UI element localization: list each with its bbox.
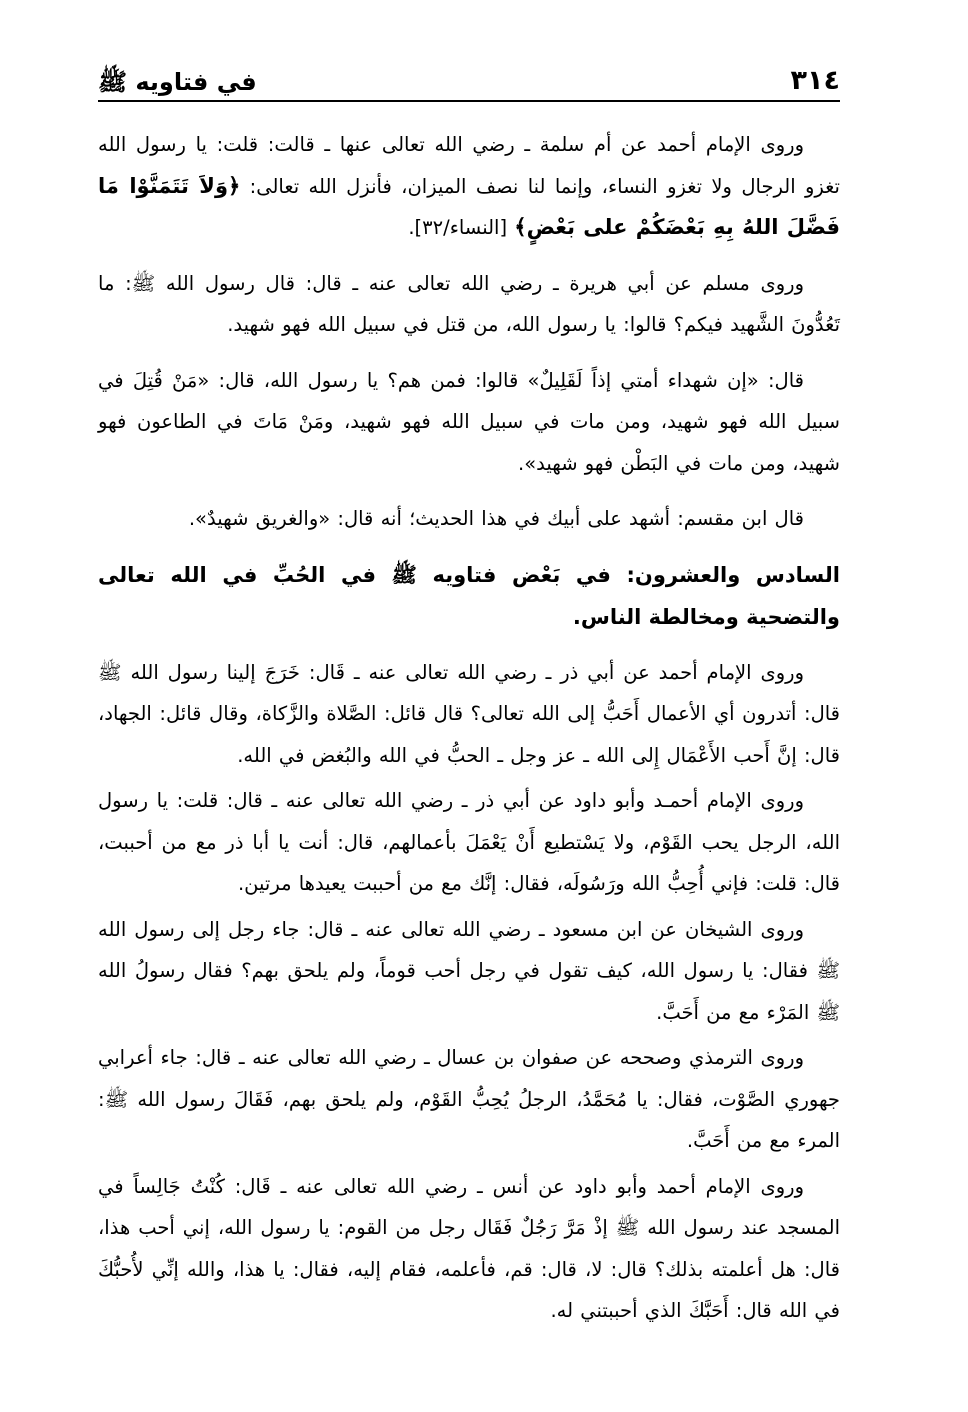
running-title: في فتاويه ﷺ <box>98 68 257 96</box>
paragraph-ibn-masud: وروى الشيخان عن ابن مسعود ـ رضي الله تعالى عنه ـ قال: جاء رجل إلى رسول الله ﷺ فقال: يا رسول الله، كيف تقول في رجل أحب قوماً، ولم يلحق بهم؟ فقال رسولُ الله ﷺ المَرْء مع من أَحَبَّ. <box>98 917 840 1024</box>
page-number: ٣١٤ <box>790 65 840 96</box>
page-body <box>98 124 840 1332</box>
verse-reference: [النساء/٣٢]. <box>408 216 515 239</box>
section-heading: السادس والعشرون: في بَعْض فتاويه ﷺ في الحُبِّ في الله تعالى والتضحية ومخالطة الناس. <box>98 562 840 629</box>
paragraph-text: وروى الإمام أحمد عن أم سلمة ـ رضي الله تعالى عنها ـ قالت: قلت: يا رسول الله تغزو الرجال ولا تغزو النساء، وإنما لنا نصف الميزان، فأنزل الله تعالى: <box>98 133 840 198</box>
paragraph-abu-hurayra: وروى مسلم عن أبي هريرة ـ رضي الله تعالى عنه ـ قال: قال رسول الله ﷺ: ما تَعُدُّونَ الشَّهيد فيكم؟ قالوا: يا رسول الله، من قتل في سبيل الله فهو شهيد. <box>98 271 840 336</box>
paragraph-abu-dharr-2: وروى الإمام أحمـد وأبو داود عن أبي ذر ـ رضي الله تعالى عنه ـ قال: قلت: يا رسول الله، الرجل يحب القَوْم، ولا يَسْتطيع أَنْ يَعْمَلَ بأعمالهم، قال: أنت يا أبا ذر مع من أحببت، قال: قلت: فإني أُحِبُّ الله ورَسُولَه، فقال: إنَّك مع من أحببت يعيدها مرتين. <box>98 789 840 895</box>
paragraph-anas: وروى الإمام أحمد وأبو داود عن أنس ـ رضي الله تعالى عنه ـ قَال: كُنْتُ جَالِساً في المسجد عند رسول الله ﷺ إذْ مَرَّ رَجُلٌ فَقَال رجل من القوم: يا رسول الله، إني أحب هذا، قال: هل أعلمته بذلك؟ قال: لا، قال: قم، فأعلمه، فقام إليه، فقال: يا هذا، والله إنِّي لأُحبُّكَ في الله قال: أَحَبَّكَ الذي أحببتني له. <box>98 1174 840 1322</box>
paragraph-ibn-miqsam: قال ابن مقسم: أشهد على أبيك في هذا الحديث؛ أنه قال: «والغريق شهيدٌ». <box>188 507 804 530</box>
paragraph-martyrs: قال: «إن شهداء أمتي إذاً لَقَلِيلٌ» قالوا: فمن هم؟ يا رسول الله، قال: «مَنْ قُتِلَ في سبيل الله فهو شهيد، ومن مات في سبيل الله فهو شهيد، ومَنْ مَاتَ في الطاعون فهو شهيد، ومن مات في البَطْن فهو شهيد». <box>98 368 840 475</box>
running-header <box>98 62 840 102</box>
paragraph-safwan: وروى الترمذي وصححه عن صفوان بن عسال ـ رضي الله تعالى عنه ـ قال: جاء أعرابي جهوري الصَّوْت، فقال: يا مُحَمَّدُ، الرجلُ يُحِبُّ القَوْم، ولم يلحق بهم، فَقَالَ رسول الله ﷺ: المرء مع من أَحَبَّ. <box>98 1046 840 1152</box>
book-page <box>98 62 840 1382</box>
paragraph-umm-salama <box>98 124 840 249</box>
paragraph-abu-dharr-1: وروى الإمام أحمد عن أبي ذر ـ رضي الله تعالى عنه ـ قَال: خَرَجَ إلينا رسول الله ﷺ قال: أتدرون أي الأعمال أَحَبُّ إلى الله تعالى؟ قال قائل: الصَّلاة والزَّكاة، وقال قائل: الجهاد، قال: إنَّ أَحب الأَعْمَال إِلى الله ـ عز وجل ـ الحبُّ في الله والبُغض في الله. <box>98 660 840 767</box>
quran-verse: ﴿وَلاَ تَتَمَنَّوْا مَا فَضَّلَ اللهُ بِهِ بَعْضَكُمْ على بَعْضٍ﴾ <box>98 173 840 239</box>
